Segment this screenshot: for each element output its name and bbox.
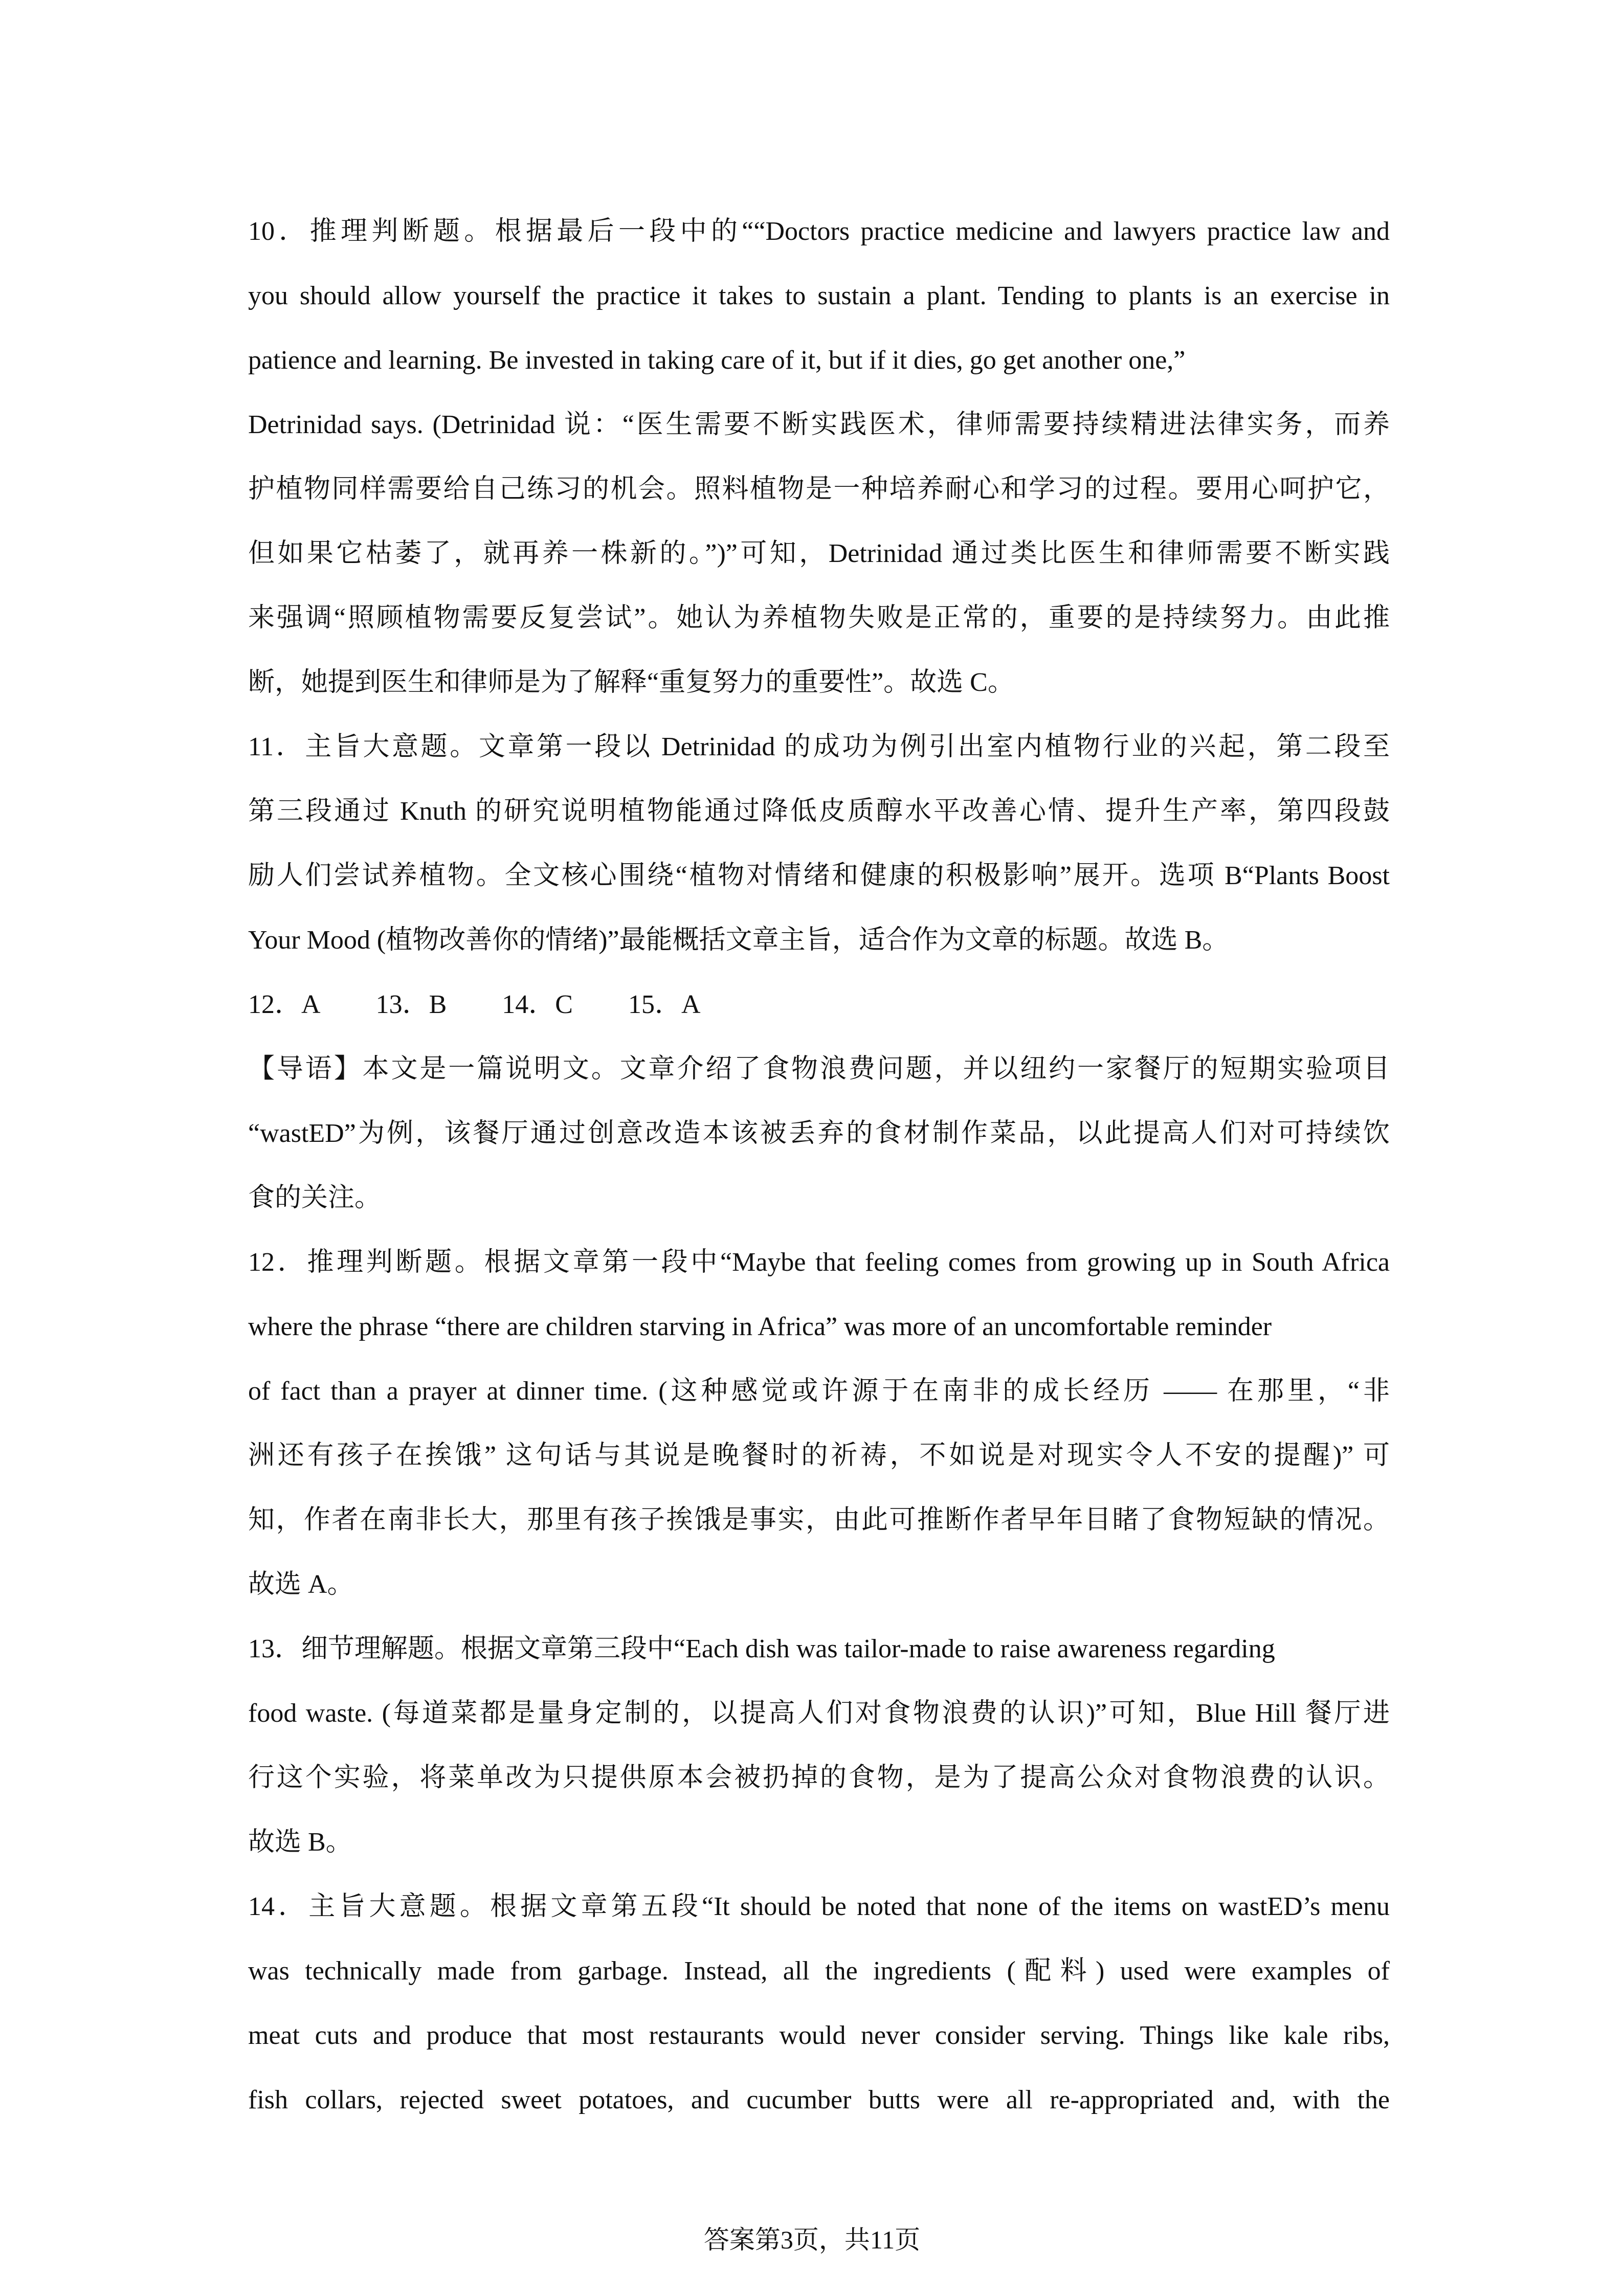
- text-line: 【导语】本文是一篇说明文。文章介绍了食物浪费问题，并以纽约一家餐厅的短期实验项目: [248, 1054, 1390, 1084]
- text-line: 第三段通过 Knuth 的研究说明植物能通过降低皮质醇水平改善心情、提升生产率，第四段鼓: [248, 797, 1390, 826]
- text-line: fish collars, rejected sweet potatoes, and cucumber butts were all re-appropriated and, with the: [248, 2085, 1390, 2114]
- text-line: food waste. (每道菜都是量身定制的，以提高人们对食物浪费的认识)”可知，Blue Hill 餐厅进: [248, 1699, 1390, 1728]
- text-line: 12．推理判断题。根据文章第一段中“Maybe that feeling comes from growing up in South Africa: [248, 1248, 1390, 1277]
- text-line: 洲还有孩子在挨饿” 这句话与其说是晚餐时的祈祷，不如说是对现实令人不安的提醒)” 可: [248, 1441, 1390, 1470]
- text-line: was technically made from garbage. Instead, all the ingredients (配料) used were examples of: [248, 1956, 1390, 1986]
- answer-key-row: [248, 973, 1390, 1037]
- text-line: 10．推理判断题。根据最后一段中的““Doctors practice medicine and lawyers practice law and: [248, 217, 1390, 246]
- text-line: 11．主旨大意题。文章第一段以 Detrinidad 的成功为例引出室内植物行业的兴起，第二段至: [248, 732, 1390, 761]
- text-line: Detrinidad says. (Detrinidad 说：“医生需要不断实践医术，律师需要持续精进法律实务，而养: [248, 410, 1390, 439]
- text-line: 食的关注。: [248, 1183, 382, 1212]
- text-line: you should allow yourself the practice it takes to sustain a plant. Tending to plants is an exercise in: [248, 281, 1390, 310]
- answer-15: 15．A: [628, 990, 701, 1019]
- answer-block-12-14: [248, 1037, 1390, 2132]
- text-line: patience and learning. Be invested in taking care of it, but if it dies, go get another one,”: [248, 346, 1186, 375]
- answer-14: 14．C: [502, 990, 573, 1019]
- text-line: 知，作者在南非长大，那里有孩子挨饿是事实，由此可推断作者早年目睹了食物短缺的情况。: [248, 1505, 1390, 1535]
- text-line: 13．细节理解题。根据文章第三段中“Each dish was tailor-made to raise awareness regarding: [248, 1634, 1275, 1663]
- text-line: “wastED”为例，该餐厅通过创意改造本该被丢弃的食材制作菜品，以此提高人们对可持续饮: [248, 1119, 1390, 1148]
- answer-13: 13．B: [375, 990, 447, 1019]
- text-line: where the phrase “there are children starving in Africa” was more of an uncomfortable reminder: [248, 1312, 1272, 1341]
- text-line: 来强调“照顾植物需要反复尝试”。她认为养植物失败是正常的，重要的是持续努力。由此推: [248, 603, 1390, 633]
- text-line: meat cuts and produce that most restaurants would never consider serving. Things like kale ribs,: [248, 2021, 1390, 2050]
- text-line: 14．主旨大意题。根据文章第五段“It should be noted that none of the items on wastED’s menu: [248, 1892, 1390, 1921]
- page-footer: 答案第3页，共11页: [703, 2225, 921, 2254]
- text-line: 故选 B。: [248, 1828, 352, 1857]
- answer-content: [248, 199, 1390, 2132]
- text-line: of fact than a prayer at dinner time. (这种感觉或许源于在南非的成长经历 —— 在那里，“非: [248, 1377, 1390, 1406]
- answer-12: 12．A: [248, 990, 321, 1019]
- text-line: Your Mood (植物改善你的情绪)”最能概括文章主旨，适合作为文章的标题。故选 B。: [248, 926, 1229, 955]
- text-line: 护植物同样需要给自己练习的机会。照料植物是一种培养耐心和学习的过程。要用心呵护它，: [248, 475, 1390, 504]
- text-line: 断，她提到医生和律师是为了解释“重复努力的重要性”。故选 C。: [248, 668, 1014, 697]
- text-line: 行这个实验，将菜单改为只提供原本会被扔掉的食物，是为了提高公众对食物浪费的认识。: [248, 1763, 1390, 1792]
- text-line: 但如果它枯萎了，就再养一株新的。”)”可知，Detrinidad 通过类比医生和律师需要不断实践: [248, 539, 1390, 568]
- text-line: 励人们尝试养植物。全文核心围绕“植物对情绪和健康的积极影响”展开。选项 B“Plants Boost: [248, 861, 1390, 890]
- answer-block-10-11: [248, 199, 1390, 973]
- text-line: 故选 A。: [248, 1570, 354, 1599]
